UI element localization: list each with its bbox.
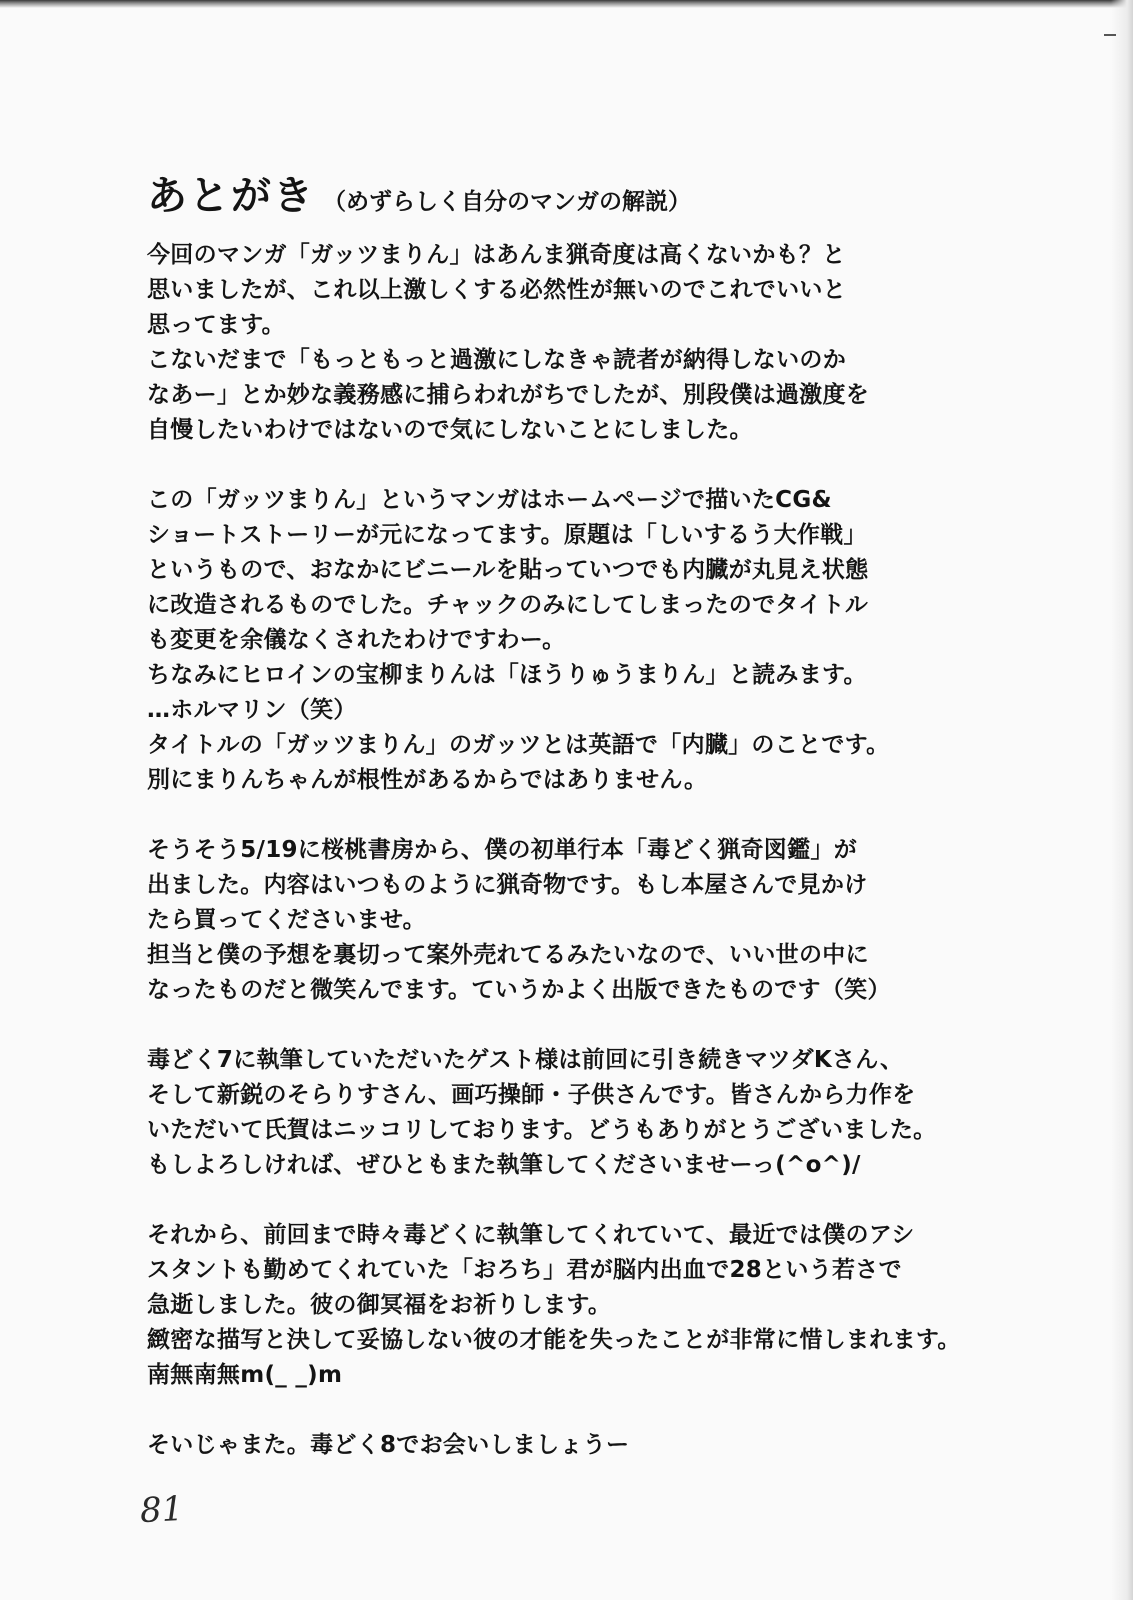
text-line: スタントも勤めてくれていた「おろち」君が脳内出血で28という若さで (147, 1257, 902, 1283)
text-line: 毒どく7に執筆していただいたゲスト様は前回に引き続きマツダKさん、 (147, 1047, 904, 1073)
text-line: も変更を余儀なくされたわけですわー。 (147, 627, 566, 653)
heading-subtitle: （めずらしく自分のマンガの解説） (323, 189, 691, 215)
text-line: もしよろしければ、ぜひともまた執筆してくださいませーっ(^o^)/ (147, 1152, 861, 1178)
paragraph-gap (147, 1008, 1067, 1043)
text-line: なったものだと微笑んでます。ていうかよく出版できたものです（笑） (147, 977, 891, 1003)
paragraph (147, 833, 1067, 1008)
text-line: この「ガッツまりん」というマンガはホームページで描いたCG& (147, 487, 832, 513)
text-line: ちなみにヒロインの宝柳まりんは「ほうりゅうまりん」と読みます。 (147, 662, 867, 688)
text-line: 出ました。内容はいつものように猟奇物です。もし本屋さんで見かけ (147, 872, 868, 898)
text-line: そうそう5/19に桜桃書房から、僕の初単行本「毒どく猟奇図鑑」が (147, 837, 858, 863)
scan-shadow-top (0, 0, 1133, 8)
text-line: こないだまで「もっともっと過激にしなきゃ読者が納得しないのか (147, 347, 846, 373)
scan-shadow-right (1111, 0, 1133, 1600)
text-line: そいじゃまた。毒どく8でお会いしましょうー (147, 1432, 630, 1458)
heading-title: あとがき (147, 173, 315, 219)
paragraph-gap (147, 448, 1067, 483)
crop-mark (1104, 34, 1116, 36)
text-line: 南無南無m(_ _)m (147, 1362, 343, 1388)
text-line: いただいて氏賀はニッコリしております。どうもありがとうございました。 (147, 1117, 937, 1143)
paragraph-gap (147, 1393, 1067, 1428)
paragraph (147, 483, 1067, 798)
text-line: 思いましたが、これ以上激しくする必然性が無いのでこれでいいと (147, 277, 846, 303)
text-line: 緻密な描写と決して妥協しない彼の才能を失ったことが非常に惜しまれます。 (147, 1327, 961, 1353)
paragraph (147, 1428, 1067, 1463)
paragraph-gap (147, 798, 1067, 833)
afterword-body (147, 238, 1067, 1463)
page-number: 81 (138, 1488, 185, 1532)
text-line: 今回のマンガ「ガッツまりん」はあんま猟奇度は高くないかも？と (147, 242, 846, 268)
text-line: に改造されるものでした。チャックのみにしてしまったのでタイトル (147, 592, 869, 618)
text-line: 担当と僕の予想を裏切って案外売れてるみたいなので、いい世の中に (147, 942, 869, 968)
text-line: というもので、おなかにビニールを貼っていつでも内臓が丸見え状態 (147, 557, 869, 583)
paragraph (147, 1218, 1067, 1393)
text-line: そして新鋭のそらりすさん、画巧操師・子供さんです。皆さんから力作を (147, 1082, 916, 1108)
text-line: 別にまりんちゃんが根性があるからではありません。 (147, 767, 708, 793)
paragraph-gap (147, 1183, 1067, 1218)
afterword-heading (147, 164, 691, 221)
text-line: たら買ってくださいませ。 (147, 907, 426, 933)
text-line: ショートストーリーが元になってます。原題は「しいするう大作戦」 (147, 522, 867, 548)
paragraph (147, 238, 1067, 448)
text-line: 思ってます。 (147, 312, 285, 338)
text-line: なあー」とか妙な義務感に捕らわれがちでしたが、別段僕は過激度を (147, 382, 870, 408)
text-line: 急逝しました。彼の御冥福をお祈りします。 (147, 1292, 612, 1318)
text-line: 自慢したいわけではないので気にしないことにしました。 (147, 417, 753, 443)
text-line: それから、前回まで時々毒どくに執筆してくれていて、最近では僕のアシ (147, 1222, 915, 1248)
paragraph (147, 1043, 1067, 1183)
text-line: …ホルマリン（笑） (147, 697, 357, 723)
text-line: タイトルの「ガッツまりん」のガッツとは英語で「内臓」のことです。 (147, 732, 890, 758)
